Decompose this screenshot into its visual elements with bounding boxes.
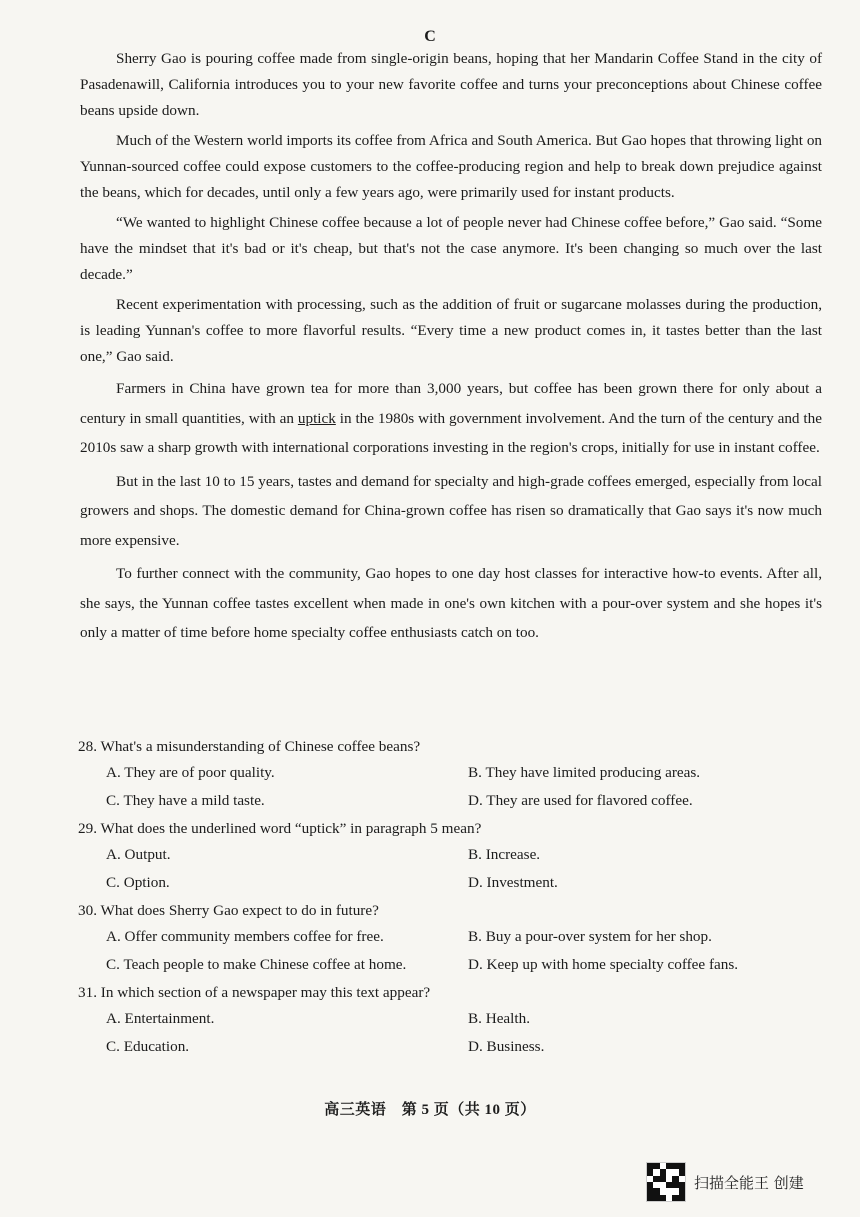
option-d: D. Keep up with home specialty coffee fans. bbox=[468, 956, 739, 973]
option-b: B. Increase. bbox=[468, 846, 541, 863]
question-29 bbox=[78, 818, 828, 894]
option-d: D. Business. bbox=[468, 1038, 545, 1055]
option-a: A. Offer community members coffee for free. bbox=[106, 928, 384, 945]
question-28 bbox=[78, 736, 828, 812]
underlined-word: uptick bbox=[297, 409, 336, 427]
option-b: B. They have limited producing areas. bbox=[468, 764, 701, 781]
question-stem: 31. In which section of a newspaper may this text appear? bbox=[78, 984, 431, 1001]
paragraph-4: Recent experimentation with processing, such as the addition of fruit or sugarcane molasses during the production, is leading Yunnan's coffee to more flavorful results. “Every time a new product comes in, it tastes better than the last one,” Gao said. bbox=[80, 296, 822, 365]
scanner-label: 扫描全能王 创建 bbox=[694, 1173, 804, 1192]
reading-passage bbox=[80, 46, 822, 652]
question-31 bbox=[78, 982, 828, 1058]
question-stem: 28. What's a misunderstanding of Chinese coffee beans? bbox=[78, 738, 421, 755]
section-letter: C bbox=[424, 28, 436, 45]
option-c: C. Option. bbox=[106, 874, 170, 891]
question-stem: 29. What does the underlined word “uptick” in paragraph 5 mean? bbox=[78, 820, 482, 837]
paragraph-3: “We wanted to highlight Chinese coffee because a lot of people never had Chinese coffee before,” Gao said. “Some have the mindset that it's bad or it's cheap, but that's not the case anymore. It's been changing so much over the last decade.” bbox=[80, 214, 822, 283]
option-d: D. Investment. bbox=[468, 874, 558, 891]
question-stem: 30. What does Sherry Gao expect to do in future? bbox=[78, 902, 379, 919]
paragraph-1: Sherry Gao is pouring coffee made from single-origin beans, hoping that her Mandarin Coffee Stand in the city of Pasadenawill, California introduces you to your new favorite coffee and turns your preconceptions about Chinese coffee beans upside down. bbox=[80, 50, 822, 119]
option-b: B. Health. bbox=[468, 1010, 531, 1027]
question-30 bbox=[78, 900, 828, 976]
paragraph-5 bbox=[80, 374, 822, 463]
paragraph-2: Much of the Western world imports its coffee from Africa and South America. But Gao hopes that throwing light on Yunnan-sourced coffee could expose customers to the coffee-producing region and help to break down prejudice against the beans, which for decades, until only a few years ago, were primarily used for instant products. bbox=[80, 132, 822, 201]
qr-code-icon bbox=[646, 1162, 686, 1202]
option-a: A. Output. bbox=[106, 846, 171, 863]
option-d: D. They are used for flavored coffee. bbox=[468, 792, 693, 809]
questions bbox=[78, 736, 828, 1064]
paragraph-5-after: in the 1980s with government involvement. And the turn of the century and the 2010s saw a sharp growth with international corporations investing in the region's crops, initially for use in instant coffee. bbox=[80, 409, 822, 456]
option-c: C. Teach people to make Chinese coffee at home. bbox=[106, 956, 407, 973]
option-a: A. Entertainment. bbox=[106, 1010, 215, 1027]
paragraph-7: To further connect with the community, Gao hopes to one day host classes for interactive how-to events. After all, she says, the Yunnan coffee tastes excellent when made in one's own kitchen with a pour-over system and she hopes it's only a matter of time before home specialty coffee enthusiasts catch on too. bbox=[80, 565, 822, 641]
paragraph-6: But in the last 10 to 15 years, tastes and demand for specialty and high-grade coffees emerged, especially from local growers and shops. The domestic demand for China-grown coffee has risen so dramatically that Gao says it's now much more expensive. bbox=[80, 472, 822, 549]
paragraph-5-before: Farmers in China have grown tea for more than 3,000 years, but coffee has been grown there for only about a century in small quantities, with an bbox=[80, 380, 822, 427]
option-b: B. Buy a pour-over system for her shop. bbox=[468, 928, 712, 945]
option-c: C. Education. bbox=[106, 1038, 190, 1055]
scanner-watermark bbox=[646, 1162, 804, 1202]
page-footer: 高三英语 第 5 页（共 10 页） bbox=[324, 1102, 536, 1118]
option-a: A. They are of poor quality. bbox=[106, 764, 275, 781]
option-c: C. They have a mild taste. bbox=[106, 792, 265, 809]
